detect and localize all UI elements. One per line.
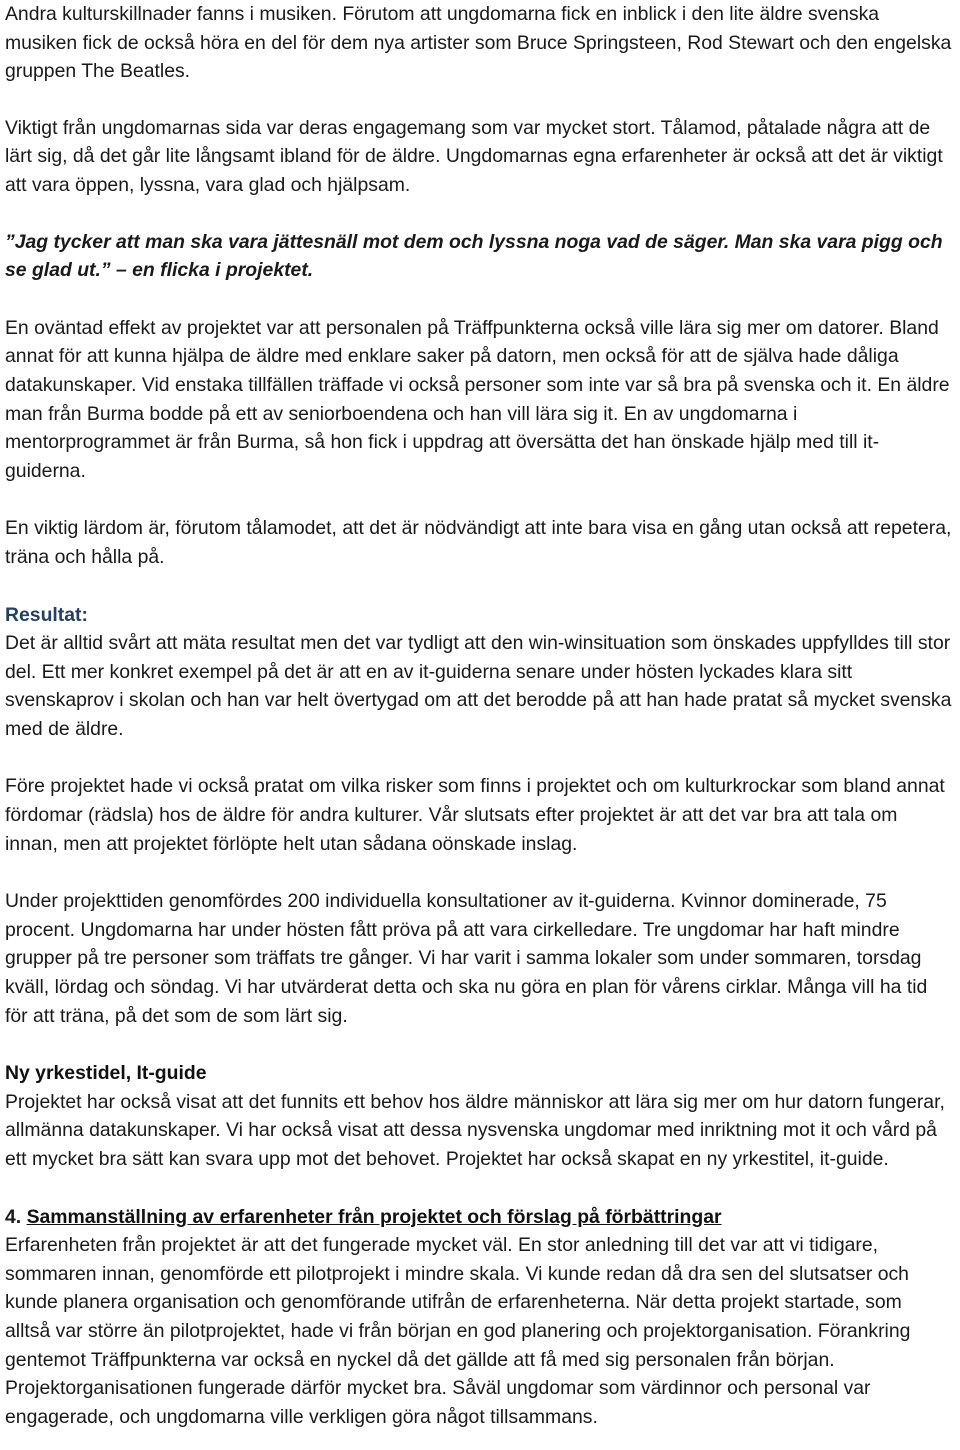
ny-yrkestitel-heading: Ny yrkestidel, It-guide xyxy=(5,1062,207,1085)
quote-girl: ”Jag tycker att man ska vara jättesnäll mot dem och lyssna noga vad de säger. Man ska vara pigg och se glad ut.” – en flicka i projektet. xyxy=(5,230,943,282)
resultat-heading: Resultat: xyxy=(5,603,88,626)
section-number: 4. xyxy=(5,1205,27,1228)
section-title: Sammanställning av erfarenheter från projektet och förslag på förbättringar xyxy=(26,1205,722,1228)
paragraph-engagement: Viktigt från ungdomarnas sida var deras engagemang som var mycket stort. Tålamod, påtalade några att de lärt sig, då det går lite långsamt ibland för de äldre. Ungdomarnas egna erfarenheter är också att det är viktigt att vara öppen, lyssna, vara glad och hjälpsam. xyxy=(5,116,943,196)
paragraph-music: Andra kulturskillnader fanns i musiken. Förutom att ungdomarna fick en inblick i den lite äldre svenska musiken fick de också höra en del för dem nya artister som Bruce Springsteen, Rod Stewart och den engelska gruppen The Beatles. xyxy=(5,3,952,83)
paragraph-unexpected-effect: En oväntad effekt av projektet var att personalen på Träffpunkterna också ville lära sig mer om datorer. Bland annat för att kunna hjälpa de äldre med enklare saker på datorn, men också för att de själva hade dåliga datakunskaper. Vid enstaka tillfällen träffade vi också personer som inte var så bra på svenska och it. En äldre man från Burma bodde på ett av seniorboendena och han vill lära sig it. En av ungdomarna i mentorprogrammet är från Burma, så hon fick i uppdrag att översätta det han önskade hjälp med till it-guiderna. xyxy=(5,316,950,482)
paragraph-it-guide: Projektet har också visat att det funnits ett behov hos äldre människor att lära sig mer om hur datorn fungerar, allmänna datakunskaper. Vi har också visat att dessa nysvenska ungdomar med inriktning mot it och vård på ett mycket bra sätt kan svara upp mot det behovet. Projektet har också skapat en ny yrkestitel, it-guide. xyxy=(5,1090,945,1170)
section-4-heading xyxy=(5,1203,952,1232)
paragraph-lesson: En viktig lärdom är, förutom tålamodet, att det är nödvändigt att inte bara visa en gång utan också att repetera, träna och hålla på. xyxy=(5,517,952,568)
paragraph-results: Det är alltid svårt att mäta resultat men det var tydligt att den win-winsituation som önskades uppfylldes till stor del. Ett mer konkret exempel på det är att en av it-guiderna senare under hösten lyckades klara sitt svenskaprov i skolan och han var helt övertygad om att det berodde på att han hade pratat så mycket svenska med de äldre. xyxy=(5,632,952,740)
paragraph-consultations: Under projekttiden genomfördes 200 individuella konsultationer av it-guiderna. Kvinnor dominerade, 75 procent. Ungdomarna har under hösten fått pröva på att vara cirkelledare. Tre ungdomar har haft mindre grupper på tre personer som träffats tre gånger. Vi har varit i samma lokaler som under sommaren, torsdag kväll, lördag och söndag. Vi har utvärderat detta och ska nu göra en plan för vårens cirklar. Många vill ha tid för att träna, på det som de som lärt sig. xyxy=(5,890,928,1027)
paragraph-risks: Före projektet hade vi också pratat om vilka risker som finns i projektet och om kulturkrockar som bland annat fördomar (rädsla) hos de äldre för andra kulturer. Vår slutsats efter projektet är att det var bra att tala om innan, men att projektet förlöpte helt utan sådana oönskade inslag. xyxy=(5,775,945,855)
paragraph-experience: Erfarenheten från projektet är att det fungerade mycket väl. En stor anledning till det var att vi tidigare, sommaren innan, genomförde ett pilotprojekt i mindre skala. Vi kunde redan då dra sen del slutsatser och kunde planera organisation och genomförande utifrån de erfarenheterna. När detta projekt startade, som alltså var större än pilotprojektet, hade vi från början en god planering och projektorganisation. Förankring gentemot Träffpunkterna var också en nyckel då det gällde att få med sig personalen från början. Projektorganisationen fungerade därför mycket bra. Såväl ungdomar som värdinnor och personal var engagerade, och ungdomarna ville verkligen göra något tillsammans. xyxy=(5,1234,911,1428)
